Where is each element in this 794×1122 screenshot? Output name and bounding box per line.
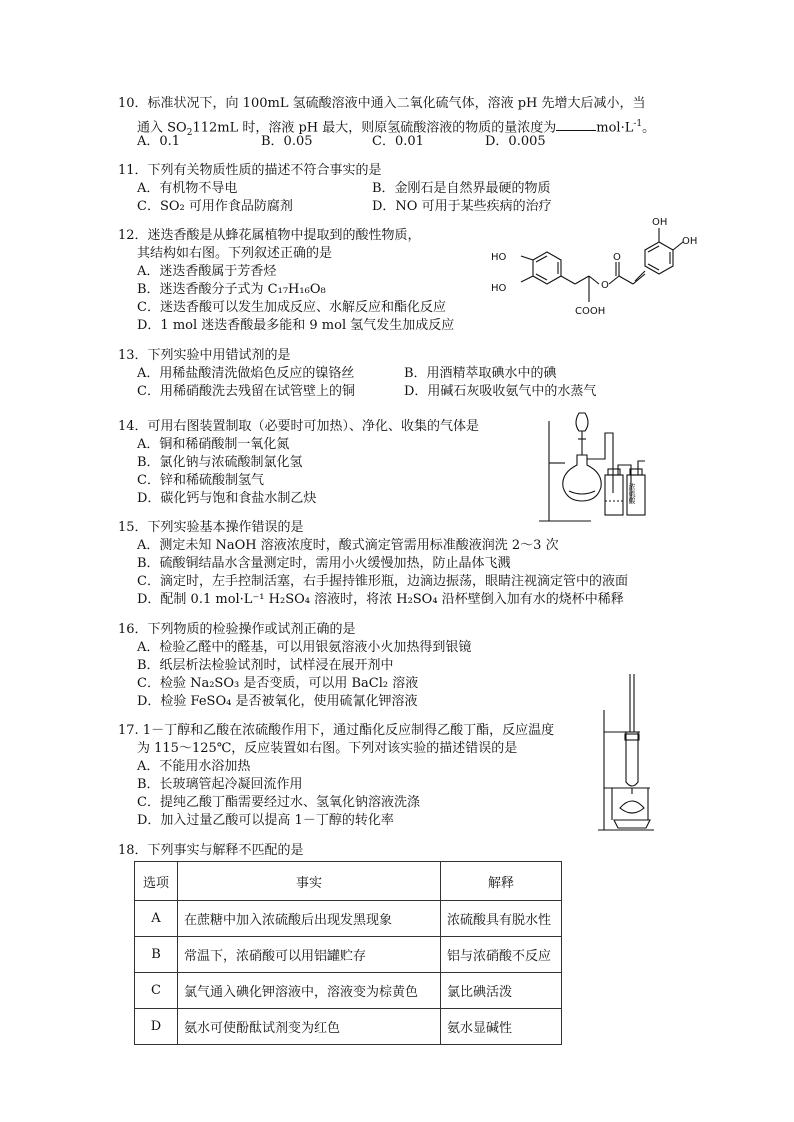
row-fact: 在蔗糖中加入浓硫酸后出现发黑现象 — [178, 901, 441, 937]
q13-option-a[interactable]: A．用稀盐酸清洗做焰色反应的镍铬丝 — [137, 366, 355, 381]
row-option: A — [135, 901, 178, 937]
q17-option-d[interactable]: D．加入过量乙酸可以提高 1－丁醇的转化率 — [137, 813, 394, 828]
q14-option-b[interactable]: B．氯化钠与浓硫酸制氯化氢 — [137, 455, 303, 470]
table-row — [135, 937, 562, 973]
q14-option-d[interactable]: D．碳化钙与饱和食盐水制乙炔 — [137, 491, 317, 506]
q13-option-d[interactable]: D．用碱石灰吸收氨气中的水蒸气 — [404, 384, 597, 399]
header-explanation: 解释 — [441, 862, 562, 901]
q16-option-c[interactable]: C．检验 Na₂SO₃ 是否变质，可以用 BaCl₂ 溶液 — [137, 676, 419, 691]
struct-label-oh-2: OH — [682, 236, 698, 247]
q15-option-b[interactable]: B．硫酸铜结晶水含量测定时，需用小火缓慢加热，防止晶体飞溅 — [137, 556, 511, 571]
row-explanation: 铝与浓硝酸不反应 — [441, 937, 562, 973]
q10-line1: 10．标准状况下，向 100mL 氢硫酸溶液中通入二氧化硫气体，溶液 pH 先增大后减小，当 — [118, 96, 646, 111]
q15-option-c[interactable]: C．滴定时，左手控制活塞，右手握持锥形瓶，边滴边振荡，眼睛注视滴定管中的液面 — [137, 574, 628, 589]
row-option: D — [135, 1009, 178, 1045]
table-header-row — [135, 862, 562, 901]
row-option: C — [135, 973, 178, 1009]
header-option: 选项 — [135, 862, 178, 901]
q17-stem-1: 17. 1－丁醇和乙酸在浓硫酸作用下，通过酯化反应制得乙酸丁酯，反应温度 — [118, 723, 555, 738]
q11-option-c[interactable]: C．SO₂ 可用作食品防腐剂 — [137, 199, 293, 214]
row-explanation: 氨水显碱性 — [441, 1009, 562, 1045]
q15-stem: 15．下列实验基本操作错误的是 — [118, 520, 304, 535]
struct-label-cooh: COOH — [575, 306, 606, 317]
struct-label-o-2: O — [613, 252, 621, 263]
q13-option-c[interactable]: C．用稀硝酸洗去残留在试管壁上的铜 — [137, 384, 355, 399]
q17-option-a[interactable]: A．不能用水浴加热 — [137, 759, 251, 774]
answer-blank[interactable] — [556, 117, 596, 131]
q10-option-d[interactable]: D．0.005 — [485, 134, 546, 149]
header-fact: 事实 — [178, 862, 441, 901]
q12-option-c[interactable]: C．迷迭香酸可以发生加成反应、水解反应和酯化反应 — [137, 300, 446, 315]
struct-label-o-1: O — [601, 280, 609, 291]
facts-table — [134, 861, 562, 1045]
q18-stem: 18．下列事实与解释不匹配的是 — [118, 843, 304, 858]
struct-label-oh-1: OH — [652, 217, 668, 228]
row-explanation: 氯比碘活泼 — [441, 973, 562, 1009]
q16-option-a[interactable]: A．检验乙醛中的醛基，可以用银氨溶液小火加热得到银镜 — [137, 640, 472, 655]
struct-label-ho-2: HO — [491, 283, 507, 294]
row-fact: 氯气通入碘化钾溶液中，溶液变为棕黄色 — [178, 973, 441, 1009]
rosmarinic-acid-structure — [485, 212, 700, 327]
table-row — [135, 901, 562, 937]
row-fact: 常温下，浓硝酸可以用铝罐贮存 — [178, 937, 441, 973]
row-explanation: 浓硫酸具有脱水性 — [441, 901, 562, 937]
q16-option-d[interactable]: D．检验 FeSO₄ 是否被氧化，使用硫氰化钾溶液 — [137, 694, 418, 709]
q17-option-b[interactable]: B．长玻璃管起冷凝回流作用 — [137, 777, 303, 792]
q14-stem: 14．可用右图装置制取（必要时可加热）、净化、收集的气体是 — [118, 419, 480, 434]
q16-option-b[interactable]: B．纸层析法检验试剂时，试样浸在展开剂中 — [137, 658, 394, 673]
q12-option-a[interactable]: A．迷迭香酸属于芳香烃 — [137, 264, 277, 279]
q12-option-b[interactable]: B．迷迭香酸分子式为 C₁₇H₁₆O₈ — [137, 282, 326, 297]
q16-stem: 16．下列物质的检验操作或试剂正确的是 — [118, 622, 356, 637]
q15-option-a[interactable]: A．测定未知 NaOH 溶液浓度时，酸式滴定管需用标准酸液润洗 2～3 次 — [137, 538, 559, 553]
q11-stem: 11．下列有关物质性质的描述不符合事实的是 — [118, 163, 382, 178]
q17-stem-2: 为 115～125℃，反应装置如右图。下列对该实验的描述错误的是 — [137, 741, 518, 756]
row-fact: 氨水可使酚酞试剂变为红色 — [178, 1009, 441, 1045]
table-row — [135, 973, 562, 1009]
reflux-apparatus-figure — [596, 670, 666, 840]
gas-apparatus-figure — [535, 403, 650, 528]
q11-option-d[interactable]: D．NO 可用于某些疾病的治疗 — [372, 199, 552, 214]
q13-option-b[interactable]: B．用酒精萃取碘水中的碘 — [404, 366, 557, 381]
row-option: B — [135, 937, 178, 973]
q15-option-d[interactable]: D．配制 0.1 mol·L⁻¹ H₂SO₄ 溶液时，将浓 H₂SO₄ 沿杯壁倒入加有水的烧杯中稀释 — [137, 592, 624, 607]
q10-option-a[interactable]: A．0.1 — [137, 134, 181, 149]
struct-label-ho-1: HO — [491, 252, 507, 263]
q12-stem-1: 12．迷迭香酸是从蜂花属植物中提取到的酸性物质， — [118, 228, 421, 243]
table-row — [135, 1009, 562, 1045]
q13-stem: 13．下列实验中用错试剂的是 — [118, 348, 291, 363]
q14-option-a[interactable]: A．铜和稀硝酸制一氧化氮 — [137, 437, 290, 452]
q11-option-a[interactable]: A．有机物不导电 — [137, 181, 238, 196]
q10-option-b[interactable]: B．0.05 — [261, 134, 313, 149]
q12-option-d[interactable]: D．1 mol 迷迭香酸最多能和 9 mol 氢气发生加成反应 — [137, 318, 455, 333]
q10-option-c[interactable]: C．0.01 — [372, 134, 424, 149]
q11-option-b[interactable]: B．金刚石是自然界最硬的物质 — [372, 181, 551, 196]
q12-stem-2: 其结构如右图。下列叙述正确的是 — [137, 246, 333, 261]
q17-option-c[interactable]: C．提纯乙酸丁酯需要经过水、氢氧化钠溶液洗涤 — [137, 795, 420, 810]
q10-line2: 通入 $SO_2112mL$ 时，溶液 pH 最大，则原氢硫酸溶液的物质的量浓度为 $mol\cdot L^{-1}$。 — [137, 119, 656, 138]
q14-option-c[interactable]: C．锌和稀硫酸制氢气 — [137, 473, 264, 488]
bottle-label: 浓硫酸 — [628, 483, 636, 504]
